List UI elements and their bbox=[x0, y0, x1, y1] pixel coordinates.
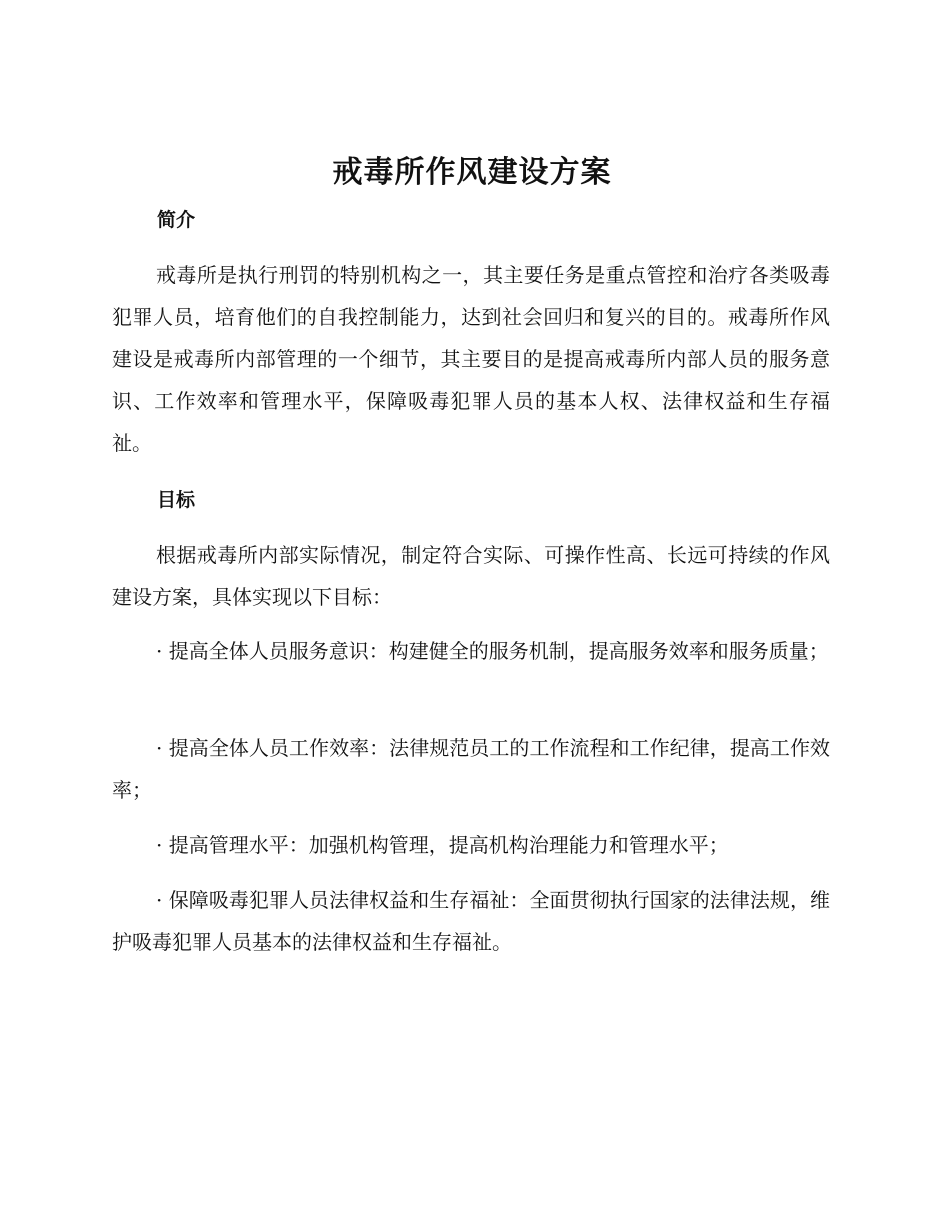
section-heading-intro: 简介 bbox=[157, 209, 196, 231]
document-title: 戒毒所作风建设方案 bbox=[332, 155, 612, 190]
goal-item-efficiency: · 提高全体人员工作效率：法律规范员工的工作流程和工作纪律，提高工作效率； bbox=[112, 736, 830, 802]
intro-paragraph: 戒毒所是执行刑罚的特别机构之一，其主要任务是重点管控和治疗各类吸毒犯罪人员，培育他们的自我控制能力，达到社会回归和复兴的目的。戒毒所作风建设是戒毒所内部管理的一个细节，其主要目的是提高戒毒所内部人员的服务意识、工作效率和管理水平，保障吸毒犯罪人员的基本人权、法律权益和生存福祉。 bbox=[112, 263, 830, 455]
goal-item-service: · 提高全体人员服务意识：构建健全的服务机制，提高服务效率和服务质量； bbox=[156, 639, 829, 663]
goal-item-management: · 提高管理水平：加强机构管理，提高机构治理能力和管理水平； bbox=[156, 833, 729, 857]
goal-item-rights: · 保障吸毒犯罪人员法律权益和生存福祉：全面贯彻执行国家的法律法规，维护吸毒犯罪人员基本的法律权益和生存福祉。 bbox=[112, 888, 830, 954]
section-heading-goals: 目标 bbox=[157, 489, 196, 511]
goals-intro-paragraph: 根据戒毒所内部实际情况，制定符合实际、可操作性高、长远可持续的作风建设方案，具体实现以下目标： bbox=[112, 543, 830, 609]
